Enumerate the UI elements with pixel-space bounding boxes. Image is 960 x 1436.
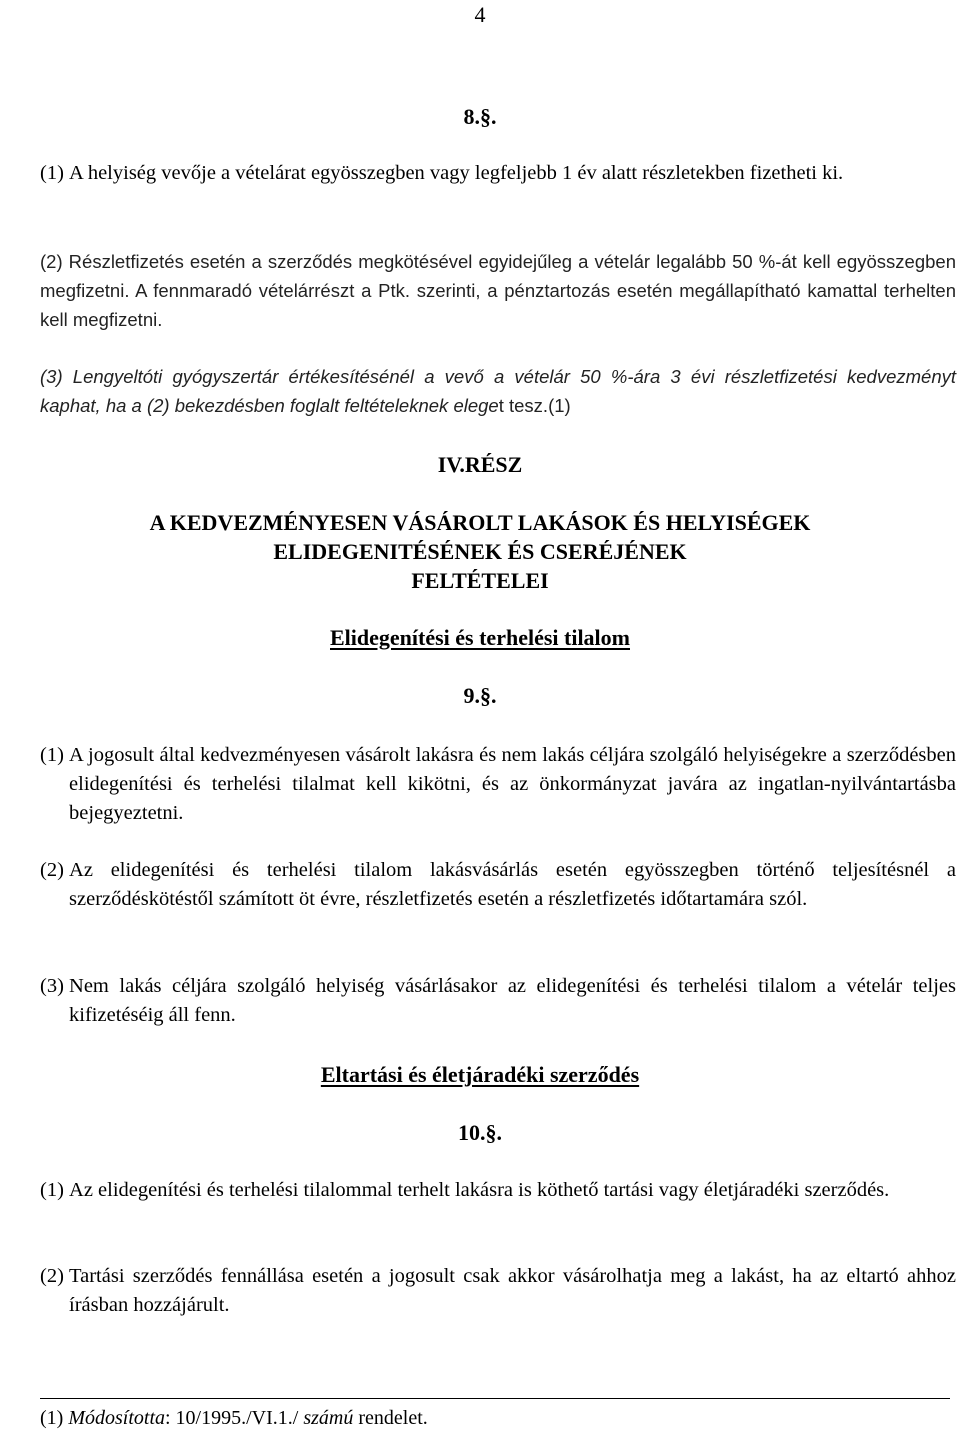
section-8-paragraph-1: [40, 159, 956, 188]
paragraph-number: (2): [40, 859, 70, 881]
section-8-heading: 8.§.: [463, 104, 497, 129]
section-10-paragraph-1: [40, 1176, 956, 1205]
paragraph-text: A helyiség vevője a vételárat egyösszegben vagy legfeljebb 1 év alatt részletekben fizetheti ki.: [69, 162, 844, 184]
part-title-line-1: A KEDVEZMÉNYESEN VÁSÁROLT LAKÁSOK ÉS HELYISÉGEK: [149, 510, 811, 535]
paragraph-text: Nem lakás céljára szolgáló helyiség vásárlásakor az elidegenítési és terhelési tilalom a vételár teljes kifizetéséig áll fenn.: [69, 975, 956, 1026]
part-title-line-3: FELTÉTELEI: [411, 568, 549, 593]
paragraph-number: (2): [40, 1265, 70, 1287]
section-10-paragraph-2: [40, 1262, 956, 1320]
footnote: [40, 1404, 428, 1432]
subheading-2-text: Eltartási és életjáradéki szerződés: [320, 1062, 640, 1087]
subheading-1: [0, 623, 960, 653]
paragraph-3-tail-text: t tesz.(1): [498, 395, 571, 416]
footnote-tail: rendelet.: [353, 1407, 428, 1429]
paragraph-number: (1): [40, 162, 70, 184]
section-9-paragraph-1: [40, 741, 956, 828]
section-8-paragraph-3: [40, 362, 956, 420]
paragraph-text: Tartási szerződés fennállása esetén a jogosult csak akkor vásárolhatja meg a lakást, ha az eltartó ahhoz írásban hozzájárult.: [69, 1265, 956, 1316]
footnote-italic-word: számú: [303, 1407, 354, 1429]
footnote-reference: : 10/1995./VI.1./: [165, 1407, 304, 1429]
paragraph-text: Az elidegenítési és terhelési tilalommal terhelt lakásra is köthető tartási vagy életjáradéki szerződés.: [69, 1179, 890, 1201]
footnote-separator: [40, 1398, 950, 1399]
part-label: IV.RÉSZ: [437, 452, 523, 477]
paragraph-3-italic-text: (3) Lengyeltóti gyógyszertár értékesítésénél a vevő a vételár 50 %-ára 3 évi részletfizetési kedvezményt kaphat, ha a (2) bekezdésben foglalt feltételeknek elege: [40, 366, 956, 416]
subheading-1-text: Elidegenítési és terhelési tilalom: [330, 625, 630, 650]
paragraph-text: Az elidegenítési és terhelési tilalom lakásvásárlás esetén egyösszegben történő teljesítésnél a szerződéskötéstől számított öt évre, részletfizetés esetén a részletfizetés időtartamára szól.: [69, 859, 956, 910]
paragraph-number: (1): [40, 744, 70, 766]
section-9-paragraph-2: [40, 856, 956, 914]
section-9-paragraph-3: [40, 972, 956, 1030]
section-10-heading: 10.§.: [458, 1120, 502, 1145]
paragraph-number: (3): [40, 975, 70, 997]
section-9-heading: 9.§.: [463, 683, 497, 708]
part-title-line-2: ELIDEGENITÉSÉNEK ÉS CSERÉJÉNEK: [273, 539, 687, 564]
section-8-paragraph-2: (2) Részletfizetés esetén a szerződés megkötésével egyidejűleg a vételár legalább 50 %-át kell egyösszegben megfizetni. A fennmaradó vételárrészt a Ptk. szerinti, a pénztartozás esetén megállapítható kamattal terhelten kell megfizetni.: [40, 251, 956, 330]
paragraph-number: (1): [40, 1179, 70, 1201]
footnote-number: (1): [40, 1407, 69, 1429]
page-number: 4: [474, 2, 486, 27]
subheading-2: [0, 1060, 960, 1090]
paragraph-text: A jogosult által kedvezményesen vásárolt lakásra és nem lakás céljára szolgáló helyiségekre a szerződésben elidegenítési és terhelési tilalmat kell kikötni, és az önkormányzat javára az ingatlan-nyilvántartásba bejegyeztetni.: [69, 744, 956, 824]
footnote-label: Módosította: [68, 1407, 165, 1429]
